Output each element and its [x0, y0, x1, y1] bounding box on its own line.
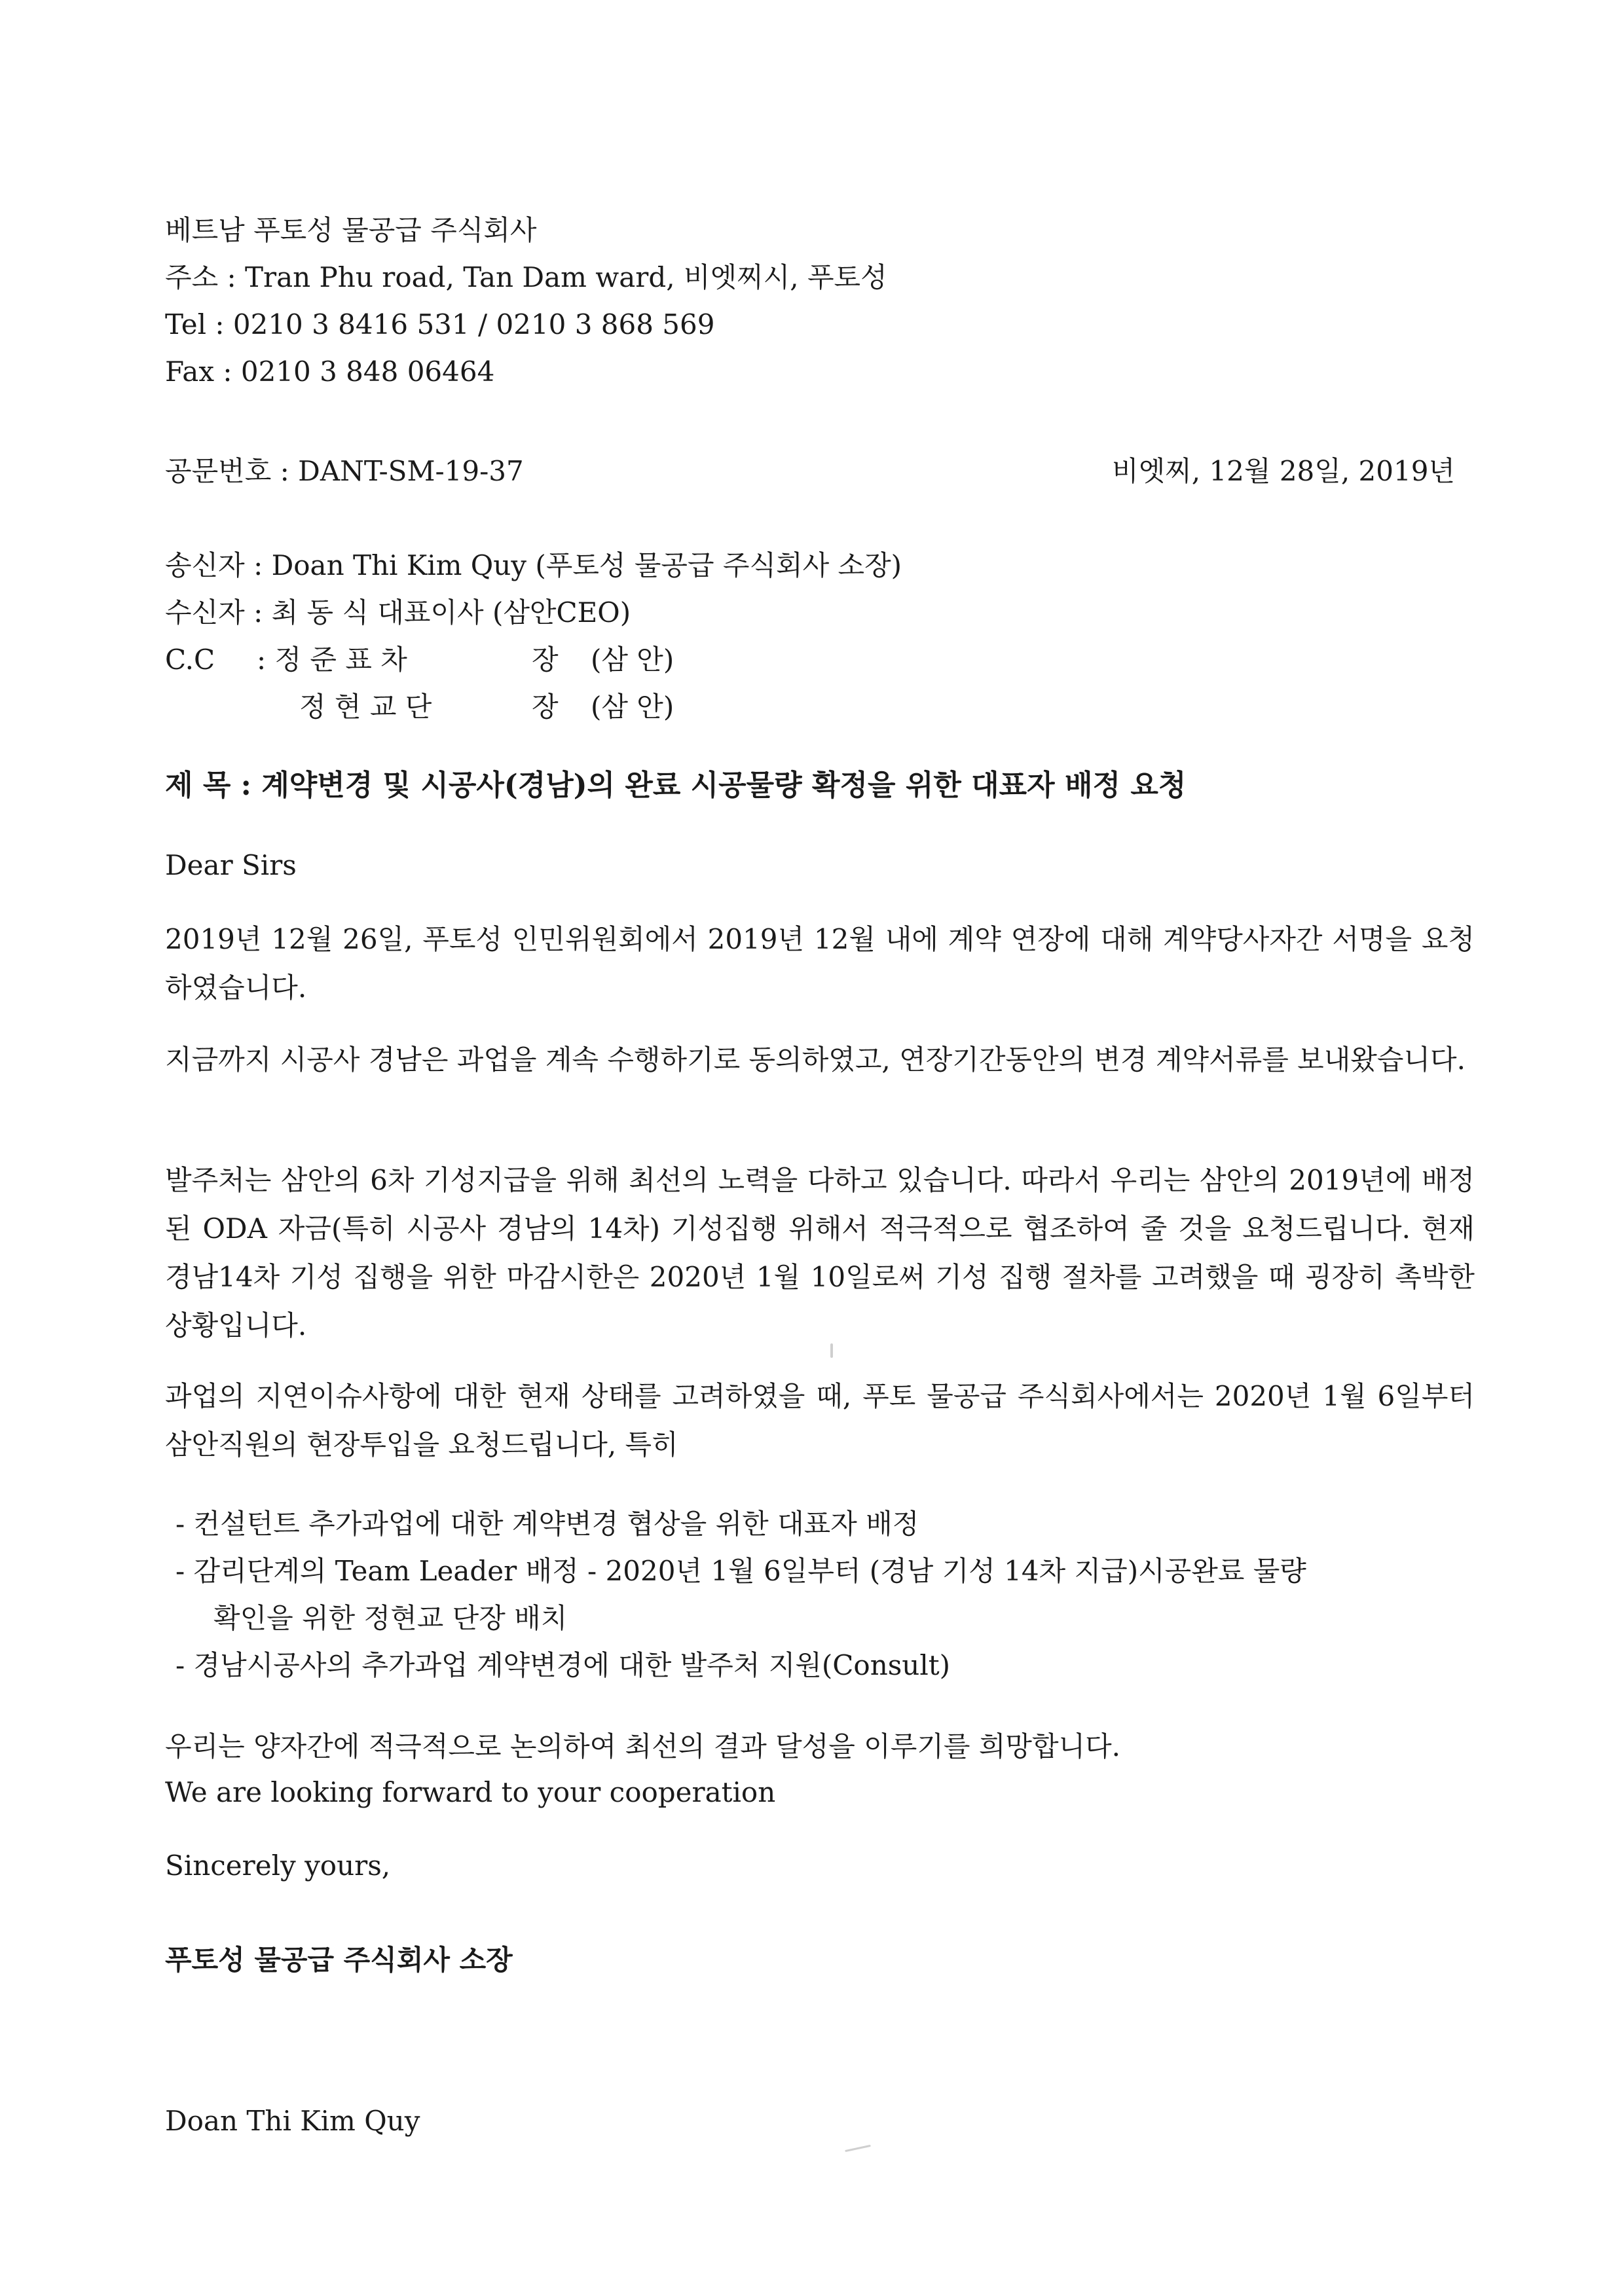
- receiver-line: 수신자 : 최 동 식 대표이사 (삼안CEO): [165, 596, 631, 629]
- request-item-1: - 컨설턴트 추가과업에 대한 계약변경 협상을 위한 대표자 배정: [175, 1508, 919, 1540]
- company-fax: Fax : 0210 3 848 06464: [165, 355, 495, 388]
- request-item-2-continued: 확인을 위한 정현교 단장 배치: [213, 1602, 568, 1634]
- company-tel: Tel : 0210 3 8416 531 / 0210 3 868 569: [165, 308, 715, 340]
- reference-number: 공문번호 : DANT-SM-19-37: [165, 455, 524, 487]
- company-address: 주소 : Tran Phu road, Tan Dam ward, 비엣찌시, 푸토성: [165, 261, 887, 293]
- request-item-2: - 감리단계의 Team Leader 배정 - 2020년 1월 6일부터 (경남 기성 14차 지급)시공완료 물량: [175, 1555, 1306, 1587]
- cc-line-2: [165, 689, 674, 725]
- body-paragraph-1: 2019년 12월 26일, 푸토성 인민위원회에서 2019년 12월 내에 계약 연장에 대해 계약당사자간 서명을 요청하였습니다.: [165, 923, 1475, 1004]
- cc-2-title: 장: [532, 691, 559, 723]
- salutation: Dear Sirs: [165, 849, 297, 881]
- cc-2-name: 정 현 교 단: [299, 691, 432, 723]
- body-paragraph-3: 발주처는 삼안의 6차 기성지급을 위해 최선의 노력을 다하고 있습니다. 따라서 우리는 삼안의 2019년에 배정된 ODA 자금(특히 시공사 경남의 14차) 기성집행 위해서 적극적으로 협조하여 줄 것을 요청드립니다. 현재 경남14차 기성 집행을 위한 마감시한은 2020년 1월 10일로써 기성 집행 절차를 고려했을 때 굉장히 촉박한 상황입니다.: [165, 1164, 1475, 1341]
- signatory-title: 푸토성 물공급 주식회사 소장: [165, 1944, 513, 1976]
- cc-2-org: (삼 안): [591, 691, 674, 723]
- closing-hope-korean: 우리는 양자간에 적극적으로 논의하여 최선의 결과 달성을 이루기를 희망합니다.: [165, 1730, 1121, 1762]
- scan-artifact: [830, 1343, 833, 1358]
- letter-date: 비엣찌, 12월 28일, 2019년: [1112, 455, 1455, 487]
- sender-line: 송신자 : Doan Thi Kim Quy (푸토성 물공급 주식회사 소장): [165, 549, 902, 581]
- cc-1-title: 장: [532, 644, 559, 676]
- cc-1-org: (삼 안): [591, 644, 674, 676]
- cc-1-name: : 정 준 표 차: [257, 644, 407, 676]
- request-item-3: - 경남시공사의 추가과업 계약변경에 대한 발주처 지원(Consult): [175, 1649, 951, 1681]
- body-paragraph-4: 과업의 지연이슈사항에 대한 현재 상태를 고려하였을 때, 푸토 물공급 주식회사에서는 2020년 1월 6일부터 삼안직원의 현장투입을 요청드립니다, 특히: [165, 1380, 1475, 1461]
- letter-subject: 제 목 : 계약변경 및 시공사(경남)의 완료 시공물량 확정을 위한 대표자 배정 요청: [165, 769, 1187, 802]
- cc-line-1: [165, 642, 674, 678]
- cc-label: C.C: [165, 644, 215, 676]
- body-paragraph-2: 지금까지 시공사 경남은 과업을 계속 수행하기로 동의하였고, 연장기간동안의 변경 계약서류를 보내왔습니다.: [165, 1044, 1466, 1076]
- sincerely-line: Sincerely yours,: [165, 1850, 391, 1882]
- company-name: 베트남 푸토성 물공급 주식회사: [165, 214, 537, 246]
- signatory-name: Doan Thi Kim Quy: [165, 2105, 420, 2137]
- scan-artifact: [845, 2145, 871, 2152]
- closing-hope-english: We are looking forward to your cooperation: [165, 1776, 776, 1808]
